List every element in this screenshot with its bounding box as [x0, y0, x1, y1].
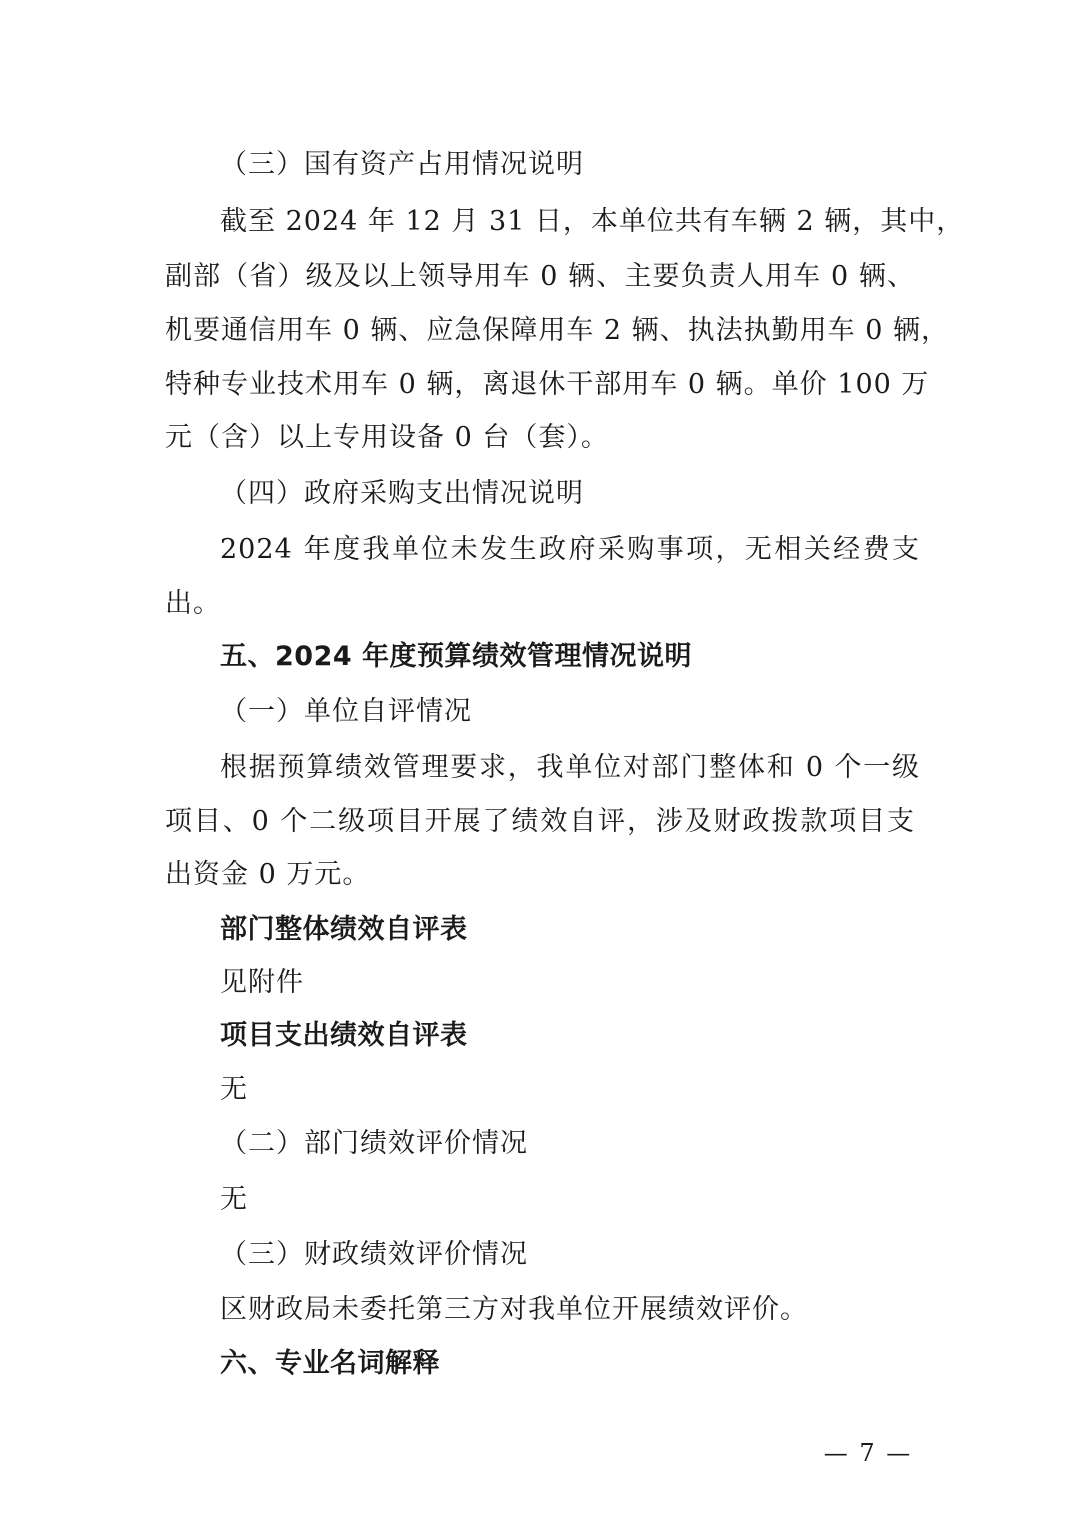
part5-sub2-value: 无 [220, 1184, 248, 1215]
part5-sub1-para-line-3: 出资金 0 万元。 [165, 859, 371, 890]
part5-sub3-heading: （三）财政绩效评价情况 [220, 1239, 528, 1270]
part5-sub2-heading: （二）部门绩效评价情况 [220, 1128, 528, 1159]
part5-sub1-para-line-2: 项目、0 个二级项目开展了绩效自评，涉及财政拨款项目支 [165, 806, 915, 837]
section4-heading: （四）政府采购支出情况说明 [220, 478, 584, 509]
part5-sub3-value: 区财政局未委托第三方对我单位开展绩效评价。 [220, 1294, 808, 1325]
dept-table-value: 见附件 [220, 967, 304, 998]
project-table-title: 项目支出绩效自评表 [220, 1020, 468, 1051]
section3-para-line-1: 截至 2024 年 12 月 31 日，本单位共有车辆 2 辆，其中， [220, 206, 965, 237]
part5-sub1-para-line-1: 根据预算绩效管理要求，我单位对部门整体和 0 个一级 [220, 752, 920, 783]
section4-para-line-2: 出。 [165, 588, 221, 619]
section3-para-line-2: 副部（省）级及以上领导用车 0 辆、主要负责人用车 0 辆、 [165, 261, 915, 292]
section3-para-line-5: 元（含）以上专用设备 0 台（套）。 [165, 422, 609, 453]
page-number: — 7 — [823, 1439, 913, 1467]
dept-table-title: 部门整体绩效自评表 [220, 914, 468, 945]
section3-heading: （三）国有资产占用情况说明 [220, 149, 584, 180]
part5-sub1-heading: （一）单位自评情况 [220, 696, 472, 727]
project-table-value: 无 [220, 1074, 248, 1105]
section4-para-line-1: 2024 年度我单位未发生政府采购事项，无相关经费支 [220, 534, 920, 565]
section3-para-line-3: 机要通信用车 0 辆、应急保障用车 2 辆、执法执勤用车 0 辆， [165, 315, 950, 346]
part6-heading: 六、专业名词解释 [220, 1348, 440, 1379]
section3-para-line-4: 特种专业技术用车 0 辆，离退休干部用车 0 辆。单价 100 万 [165, 369, 930, 400]
part5-heading: 五、2024 年度预算绩效管理情况说明 [220, 641, 693, 672]
